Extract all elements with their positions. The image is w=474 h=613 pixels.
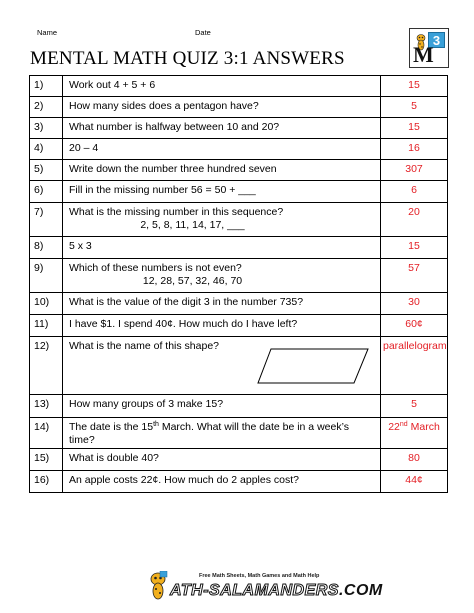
question-text: What number is halfway between 10 and 20? xyxy=(63,118,381,139)
math-salamanders-logo xyxy=(409,28,449,68)
question-text-part: March. What will the date be in a week’s time? xyxy=(69,421,349,446)
logo-letter: M xyxy=(413,42,434,67)
brand-main: SALAMANDERS xyxy=(209,582,339,599)
question-text-cell xyxy=(63,259,381,293)
question-number: 16) xyxy=(30,471,63,493)
brand-suffix: .COM xyxy=(338,582,383,599)
question-text: I have $1. I spend 40¢. How much do I have left? xyxy=(63,315,381,337)
question-text: What is double 40? xyxy=(63,449,381,471)
answer-part: March xyxy=(407,421,440,433)
question-subtext: 12, 28, 57, 32, 46, 70 xyxy=(142,274,243,287)
date-label: Date xyxy=(195,28,211,37)
question-number: 10) xyxy=(30,293,63,315)
question-text: What is the missing number in this sequence? xyxy=(69,206,284,218)
grade-badge: 3 xyxy=(428,32,445,48)
question-text-cell xyxy=(63,203,381,237)
name-label: Name xyxy=(37,28,58,37)
question-text: Work out 4 + 5 + 6 xyxy=(63,76,381,97)
question-number: 13) xyxy=(30,395,63,418)
shape-container xyxy=(69,340,376,353)
question-text: 20 – 4 xyxy=(63,139,381,160)
answer-part: 22 xyxy=(388,421,400,433)
table-row xyxy=(30,203,448,237)
answer-cell xyxy=(381,418,448,449)
question-text: How many groups of 3 make 15? xyxy=(63,395,381,418)
answer-cell: 6 xyxy=(381,181,448,203)
table-row xyxy=(30,449,448,471)
ordinal-suffix: th xyxy=(153,421,159,428)
footer-brand xyxy=(170,582,383,600)
question-number: 2) xyxy=(30,97,63,118)
question-text: Which of these numbers is not even? xyxy=(69,262,242,274)
table-row xyxy=(30,259,448,293)
question-text: Fill in the missing number 56 = 50 + ___ xyxy=(63,181,381,203)
page-title: MENTAL MATH QUIZ 3:1 ANSWERS xyxy=(30,48,345,69)
question-number: 11) xyxy=(30,315,63,337)
answer-cell: 44¢ xyxy=(381,471,448,493)
answer-cell: 5 xyxy=(381,395,448,418)
question-number: 3) xyxy=(30,118,63,139)
brand-prefix: ATH- xyxy=(170,582,210,599)
table-row xyxy=(30,418,448,449)
question-subtext: 2, 5, 8, 11, 14, 17, ___ xyxy=(140,218,245,231)
question-number: 9) xyxy=(30,259,63,293)
table-row xyxy=(30,139,448,160)
question-text-cell xyxy=(63,337,381,395)
salamander-mascot-icon xyxy=(147,571,169,601)
table-row xyxy=(30,181,448,203)
quiz-table xyxy=(29,75,448,493)
question-number: 7) xyxy=(30,203,63,237)
question-number: 1) xyxy=(30,76,63,97)
table-row xyxy=(30,337,448,395)
question-text: What is the value of the digit 3 in the number 735? xyxy=(63,293,381,315)
question-number: 6) xyxy=(30,181,63,203)
answer-cell: 15 xyxy=(381,237,448,259)
table-row xyxy=(30,237,448,259)
table-row xyxy=(30,160,448,181)
table-row xyxy=(30,118,448,139)
question-text-part: The date is the 15 xyxy=(69,421,154,433)
table-row xyxy=(30,76,448,97)
answer-cell: 80 xyxy=(381,449,448,471)
table-row xyxy=(30,315,448,337)
table-row xyxy=(30,471,448,493)
question-number: 14) xyxy=(30,418,63,449)
answer-cell: parallelogram xyxy=(381,337,448,395)
answer-cell: 20 xyxy=(381,203,448,237)
question-text: 5 x 3 xyxy=(63,237,381,259)
table-row xyxy=(30,395,448,418)
answer-cell: 15 xyxy=(381,76,448,97)
question-number: 4) xyxy=(30,139,63,160)
question-number: 12) xyxy=(30,337,63,395)
question-number: 5) xyxy=(30,160,63,181)
question-text: What is the name of this shape? xyxy=(69,340,219,352)
footer-tagline: Free Math Sheets, Math Games and Math Help xyxy=(199,573,320,579)
question-text: An apple costs 22¢. How much do 2 apples cost? xyxy=(63,471,381,493)
answer-cell: 60¢ xyxy=(381,315,448,337)
question-text: Write down the number three hundred seven xyxy=(63,160,381,181)
answer-cell: 15 xyxy=(381,118,448,139)
table-row xyxy=(30,293,448,315)
question-text: How many sides does a pentagon have? xyxy=(63,97,381,118)
parallelogram-shape xyxy=(257,348,369,384)
ordinal-suffix: nd xyxy=(399,421,408,428)
answer-cell: 5 xyxy=(381,97,448,118)
question-number: 15) xyxy=(30,449,63,471)
table-row xyxy=(30,97,448,118)
answer-cell: 16 xyxy=(381,139,448,160)
question-text-cell xyxy=(63,418,381,449)
answer-cell: 57 xyxy=(381,259,448,293)
question-number: 8) xyxy=(30,237,63,259)
answer-cell: 307 xyxy=(381,160,448,181)
answer-cell: 30 xyxy=(381,293,448,315)
